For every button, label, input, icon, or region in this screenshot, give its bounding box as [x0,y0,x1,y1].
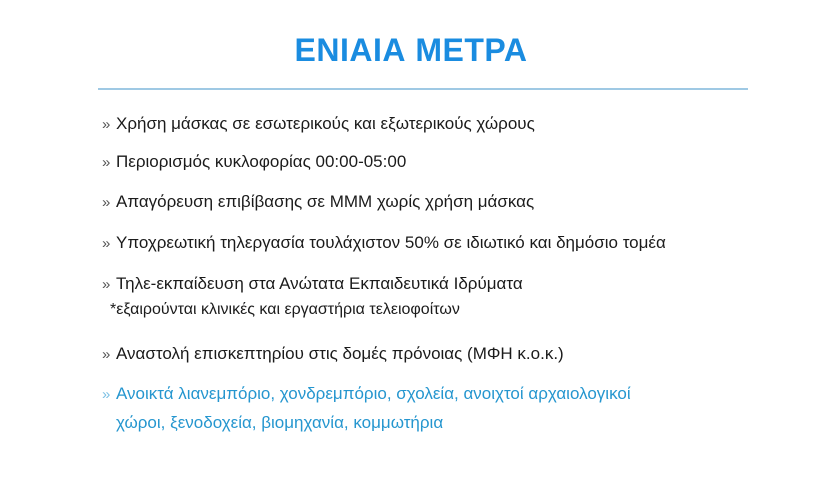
list-item-text: Ανοικτά λιανεμπόριο, χονδρεμπόριο, σχολεία, ανοιχτοί αρχαιολογικοί [116,384,631,403]
list-item-note: *εξαιρούνται κλινικές και εργαστήρια τελειοφοίτων [110,301,460,318]
list-item [102,342,762,367]
chevron-right-icon: » [102,116,111,133]
list-item-text: Αναστολή επισκεπτηρίου στις δομές πρόνοιας (ΜΦΗ κ.ο.κ.) [116,344,564,363]
chevron-right-icon: » [102,346,111,363]
list-item-text: Περιορισμός κυκλοφορίας 00:00-05:00 [116,152,407,171]
list-item-text: Χρήση μάσκας σε εσωτερικούς και εξωτερικούς χώρους [116,114,535,133]
title-divider [98,88,748,90]
chevron-right-icon: » [102,386,111,403]
list-item [102,190,762,215]
list-item [102,231,762,256]
list-item-text: Απαγόρευση επιβίβασης σε ΜΜΜ χωρίς χρήση μάσκας [116,192,535,211]
list-item [102,112,762,137]
chevron-right-icon: » [102,235,111,252]
chevron-right-icon: » [102,276,111,293]
list-item [102,150,762,175]
list-item [102,272,762,323]
chevron-right-icon: » [102,194,111,211]
list-item-text: Υποχρεωτική τηλεργασία τουλάχιστον 50% σε ιδιωτικό και δημόσιο τομέα [116,233,666,252]
list-item-text: Τηλε-εκπαίδευση στα Ανώτατα Εκπαιδευτικά Ιδρύματα [116,274,523,293]
chevron-right-icon: » [102,154,111,171]
list-item-continuation: χώροι, ξενοδοχεία, βιομηχανία, κομμωτήρια [116,413,444,432]
list-item-highlighted [102,382,762,435]
slide-title: ΕΝΙΑΙΑ ΜΕΤΡΑ [294,32,528,68]
